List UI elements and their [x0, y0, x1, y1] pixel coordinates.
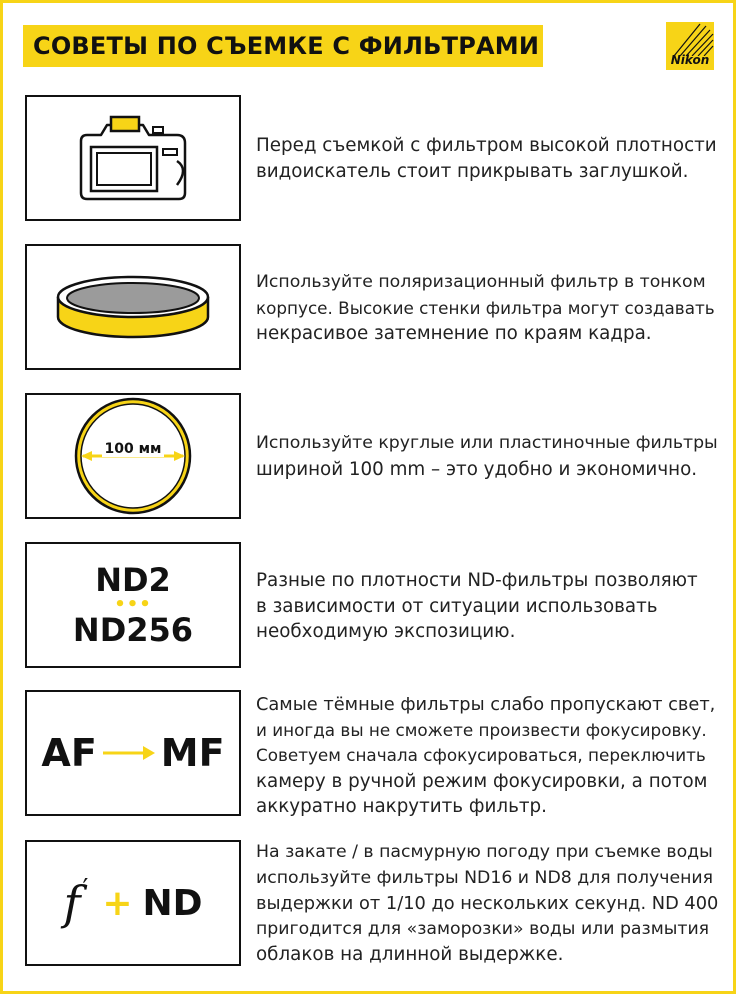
- tip-line: выдержки от 1/10 до нескольких секунд. ND 400: [256, 893, 719, 914]
- tip-icon-box: [25, 690, 241, 816]
- tip-text: [256, 431, 718, 482]
- tip-text: [256, 133, 718, 184]
- nd-min-label: ND2: [95, 561, 171, 599]
- tip-line: аккуратно накрутить фильтр.: [256, 796, 547, 817]
- nd-range-icon: [73, 562, 193, 648]
- nikon-logo: [666, 22, 714, 70]
- nd-range-dots: •••: [114, 594, 152, 615]
- thin-filter-icon: [48, 267, 218, 347]
- plus-icon: +: [102, 882, 133, 924]
- tip-line: облаков на длинной выдержке.: [256, 944, 564, 965]
- tip-line: пригодится для «заморозки» воды или размытия: [256, 918, 710, 939]
- tip-line: видоискатель стоит прикрывать заглушкой.: [256, 160, 689, 182]
- tip-line: и иногда вы не сможете произвести фокусировку.: [256, 719, 707, 740]
- tip-line: На закате / в пасмурную погоду при съемке воды: [256, 842, 713, 862]
- tip-text: [256, 568, 718, 645]
- tip-text: [256, 692, 718, 820]
- tip-line: Разные по плотности ND-фильтры позволяют: [256, 570, 698, 591]
- tip-line: Советуем сначала сфокусироваться, переключить: [256, 745, 706, 765]
- logo-rays-icon: [666, 22, 714, 56]
- camera-icon: [73, 113, 193, 203]
- mf-label: MF: [160, 731, 225, 775]
- tip-icon-box: [25, 393, 241, 519]
- tip-line: Самые тёмные фильтры слабо пропускают свет,: [256, 694, 716, 715]
- title-banner: [23, 25, 543, 67]
- tip-icon-box: [25, 95, 241, 221]
- tip-icon-box: [25, 542, 241, 668]
- tip-icon-box: [25, 840, 241, 966]
- tip-line: корпусе. Высокие стенки фильтра могут создавать: [256, 297, 715, 318]
- tip-text: [256, 840, 718, 968]
- round-filter-icon: [68, 395, 198, 517]
- diameter-label: 100 мм: [104, 441, 162, 457]
- tip-line: камеру в ручной режим фокусировки, а потом: [256, 770, 708, 792]
- logo-brand-text: Nikon: [670, 53, 710, 67]
- tip-line: шириной 100 mm – это удобно и экономично.: [256, 458, 698, 480]
- tip-line: Используйте поляризационный фильтр в тонком: [256, 272, 706, 292]
- tip-icon-box: [25, 244, 241, 370]
- tip-text: [256, 270, 718, 347]
- nd-label: ND: [142, 882, 203, 924]
- aperture-f-glyph: f: [63, 876, 81, 930]
- aperture-plus-nd-icon: [63, 876, 202, 930]
- nd-max-label: ND256: [72, 611, 194, 649]
- tip-line: Используйте круглые или пластиночные фильтры: [256, 433, 718, 453]
- tip-line: некрасивое затемнение по краям кадра.: [256, 323, 652, 344]
- tip-line: Перед съемкой с фильтром высокой плотности: [256, 135, 717, 156]
- aperture-prime-glyph: ′: [82, 874, 89, 904]
- page-title: СОВЕТЫ ПО СЪЕМКЕ С ФИЛЬТРАМИ: [33, 32, 540, 60]
- tip-line: необходимую экспозицию.: [256, 621, 516, 642]
- tip-line: в зависимости от ситуации использовать: [256, 595, 658, 617]
- arrow-right-icon: [101, 743, 157, 763]
- af-label: AF: [41, 731, 97, 775]
- tip-line: используйте фильтры ND16 и ND8 для получения: [256, 867, 714, 888]
- af-to-mf-icon: [41, 731, 224, 775]
